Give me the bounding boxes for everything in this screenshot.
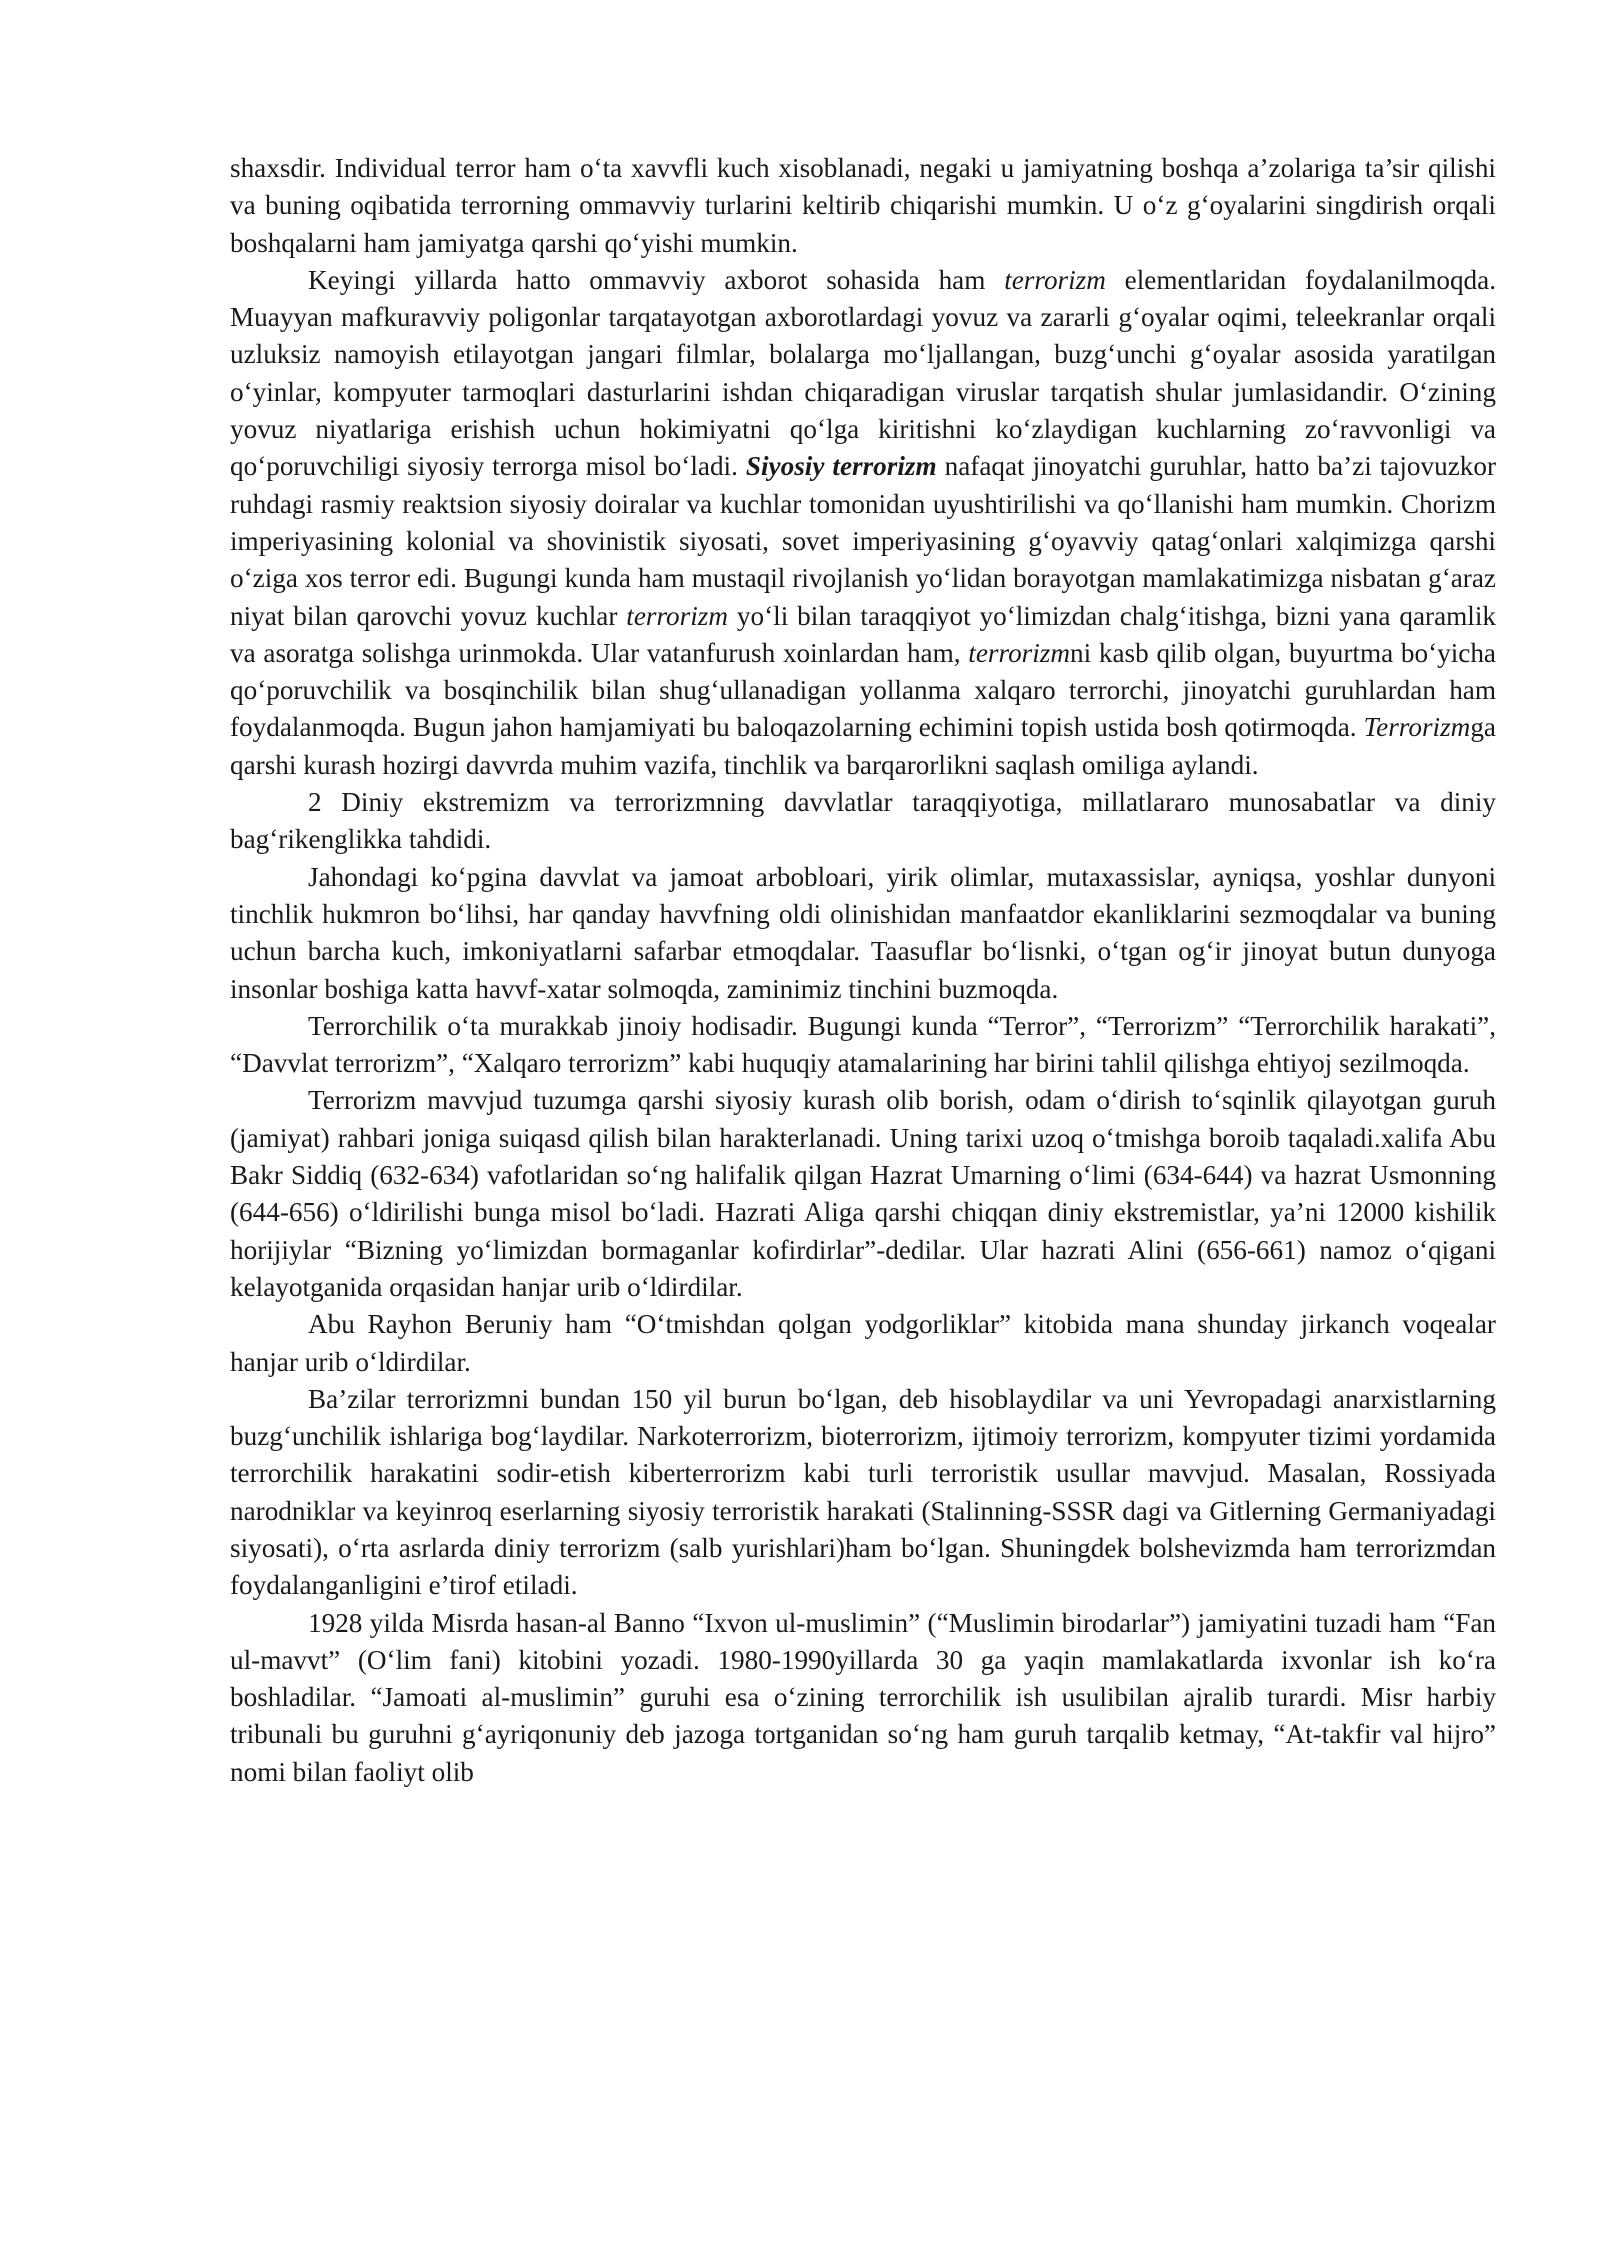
text-run: Ba’zilar terrorizmni bundan 150 yil burun bo‘lgan, deb hisoblaydilar va uni Yevropadagi anarxistlarning buzg‘unchilik ishlariga bog‘laydilar. Narkoterrorizm, bioterrorizm, ijtimoiy terrorizm, kompyuter tizimi yordamida terrorchilik harakatini sodir-etish kiberterrorizm kabi turli terroristik usullar mavvjud. Masalan, Rossiyada narodniklar va keyinroq eserlarning siyosiy terroristik harakati (Stalinning-SSSR dagi va Gitlerning Germaniyadagi siyosati), o‘rta asrlarda diniy terrorizm (salb yurishlari)ham bo‘lgan. Shuningdek bolshevizmda ham terrorizmdan foydalanganligini e’tirof etiladi. xyxy=(230,1383,1496,1601)
text-run: ni kasb qilib olgan, buyurtma bo‘yicha qo‘poruvchilik va bosqinchilik bilan shug‘ullanadigan yollanma xalqaro terrorchi, jinoyatchi guruhlardan ham foydalanmoqda. Bugun jahon hamjamiyati bu baloqazolarning echimini topish ustida bosh qotirmoqda. xyxy=(230,637,1496,743)
paragraph xyxy=(230,150,1496,262)
text-run: 2 Diniy ekstremizm va terrorizmning davvlatlar taraqqiyotiga, millatlararo munosabatlar va diniy bag‘rikenglikka tahdidi. xyxy=(230,787,1496,855)
paragraph xyxy=(230,1082,1496,1306)
paragraph xyxy=(230,784,1496,859)
text-run: Terrorizm mavvjud tuzumga qarshi siyosiy kurash olib borish, odam o‘dirish to‘sqinlik qilayotgan guruh (jamiyat) rahbari joniga suiqasd qilish bilan harakterlanadi. Uning tarixi uzoq o‘tmishga boroib taqaladi.xalifa Abu Bakr Siddiq (632-634) vafotlaridan so‘ng halifalik qilgan Hazrat Umarning o‘limi (634-644) va hazrat Usmonning (644-656) o‘ldirilishi bunga misol bo‘ladi. Hazrati Aliga qarshi chiqqan diniy ekstremistlar, ya’ni 12000 kishilik horijiylar “Bizning yo‘limizdan bormaganlar kofirdirlar”-dedilar. Ular hazrati Alini (656-661) namoz o‘qigani kelayotganida orqasidan hanjar urib o‘ldirdilar. xyxy=(230,1085,1496,1302)
paragraph xyxy=(230,1381,1496,1605)
text-run: Keyingi yillarda hatto ommavviy axborot sohasida ham xyxy=(308,264,1005,295)
paragraph xyxy=(230,262,1496,784)
text-run: shaxsdir. Individual terror ham o‘ta xavvfli kuch xisoblanadi, negaki u jamiyatning boshqa a’zolariga ta’sir qilishi va buning oqibatida terrorning ommavviy turlarini keltirib chiqarishi mumkin. U o‘z g‘oyalarini singdirish orqali boshqalarni ham jamiyatga qarshi qo‘yishi mumkin. xyxy=(230,153,1496,258)
italic-term: Terrorizm xyxy=(1363,712,1471,743)
text-run: yo‘li bilan taraqqiyot yo‘limizdan chalg‘itishga, bizni yana qaramlik va asoratga solishga urinmokda. Ular vatanfurush xoinlardan ham, xyxy=(230,600,1496,668)
text-run: Jahondagi ko‘pgina davvlat va jamoat arbobloari, yirik olimlar, mutaxassislar, ayniqsa, yoshlar dunyoni tinchlik hukmron bo‘lihsi, har qanday havvfning oldi olinishidan manfaatdor ekanliklarini sezmoqdalar va buning uchun barcha kuch, imkoniyatlarni safarbar etmoqdalar. Taasuflar bo‘lisnki, o‘tgan og‘ir jinoyat butun dunyoga insonlar boshiga katta havvf-xatar solmoqda, zaminimiz tinchini buzmoqda. xyxy=(230,861,1496,1004)
text-run: nafaqat jinoyatchi guruhlar, hatto ba’zi tajovuzkor ruhdagi rasmiy reaktsion siyosiy doiralar va kuchlar tomonidan uyushtirilishi va qo‘llanishi ham mumkin. Chorizm imperiyasining kolonial va shovinistik siyosati, sovet imperiyasining g‘oyavviy qatag‘onlari xalqimizga qarshi o‘ziga xos terror edi. Bugungi kunda ham mustaqil rivojlanish yo‘lidan borayotgan mamlakatimizga nisbatan g‘araz niyat bilan qarovchi yovuz kuchlar xyxy=(230,451,1497,631)
bold-italic-term: Siyosiy terrorizm xyxy=(745,451,937,482)
document-page xyxy=(230,150,1496,1791)
text-run: 1928 yilda Misrda hasan-al Banno “Ixvon ul-muslimin” (“Muslimin birodarlar”) jamiyatini tuzadi ham “Fan ul-mavvt” (O‘lim fani) kitobini yozadi. 1980-1990yillarda 30 ga yaqin mamlakatlarda ixvonlar ish ko‘ra boshladilar. “Jamoati al-muslimin” guruhi esa o‘zining terrorchilik ish usulibilan ajralib turardi. Misr harbiy tribunali bu guruhni g‘ayriqonuniy deb jazoga tortganidan so‘ng ham guruh tarqalib ketmay, “At-takfir val hijro” nomi bilan faoliyt olib xyxy=(230,1607,1496,1787)
text-run: Terrorchilik o‘ta murakkab jinoiy hodisadir. Bugungi kunda “Terror”, “Terrorizm” “Terrorchilik harakati”, “Davvlat terrorizm”, “Xalqaro terrorizm” kabi huquqiy atamalarining har birini tahlil qilishga ehtiyoj sezilmoqda. xyxy=(230,1010,1496,1079)
text-run: elementlaridan foydalanilmoqda. Muayyan mafkuravviy poligonlar tarqatayotgan axborotlardagi yovuz va zararli g‘oyalar oqimi, teleekranlar orqali uzluksiz namoyish etilayotgan jangari filmlar, bolalarga mo‘ljallangan, buzg‘unchi g‘oyalar asosida yaratilgan o‘yinlar, kompyuter tarmoqlari dasturlarini ishdan chiqaradigan viruslar tarqatish shular jumlasidandir. O‘zining yovuz niyatlariga erishish uchun hokimiyatni qo‘lga kiritishni ko‘zlaydigan kuchlarning zo‘ravvonligi va qo‘poruvchiligi siyosiy terrorga misol bo‘ladi. xyxy=(230,264,1496,482)
paragraph xyxy=(230,1306,1496,1381)
paragraph xyxy=(230,1605,1496,1791)
paragraph xyxy=(230,859,1496,1008)
italic-term: terrorizm xyxy=(626,600,728,631)
paragraph xyxy=(230,1008,1496,1083)
text-run: Abu Rayhon Beruniy ham “O‘tmishdan qolgan yodgorliklar” kitobida mana shunday jirkanch voqealar hanjar urib o‘ldirdilar. xyxy=(230,1309,1496,1377)
italic-term: terrorizm xyxy=(1004,264,1106,295)
text-run: ga qarshi kurash hozirgi davvrda muhim vazifa, tinchlik va barqarorlikni saqlash omiliga aylandi. xyxy=(230,712,1496,780)
italic-term: terrorizm xyxy=(968,637,1071,668)
